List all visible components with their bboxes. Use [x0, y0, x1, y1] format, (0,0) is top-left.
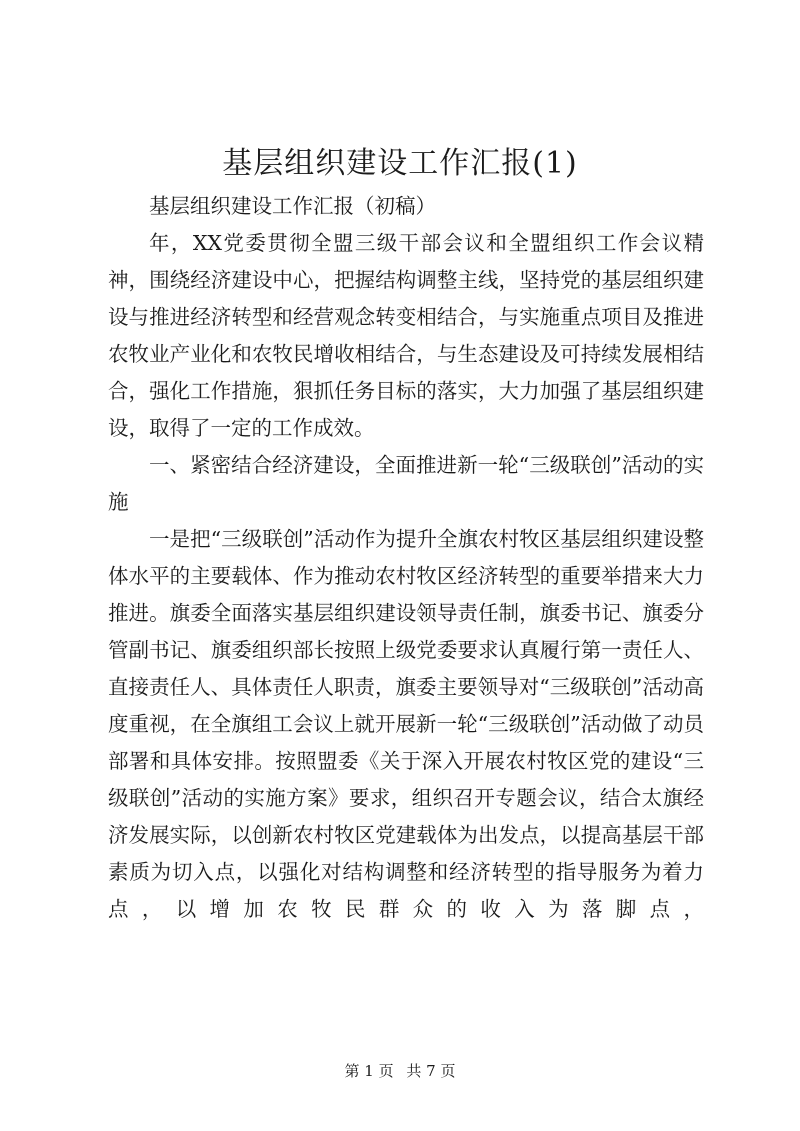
- page-number: 第 1 页: [344, 1062, 394, 1080]
- section-heading-paragraph: 一、紧密结合经济建设，全面推进新一轮“三级联创”活动的实施: [108, 453, 704, 514]
- document-body: [108, 188, 704, 928]
- body-paragraph: 一是把“三级联创”活动作为提升全旗农村牧区基层组织建设整体水平的主要载体、作为推动农村牧区经济转型的重要举措来大力推进。旗委全面落实基层组织建设领导责任制，旗委书记、旗委分管副书记、旗委组织部长按照上级党委要求认真履行第一责任人、直接责任人、具体责任人职责，旗委主要领导对“三级联创”活动高度重视，在全旗组工会议上就开展新一轮“三级联创”活动做了动员部署和具体安排。按照盟委《关于深入开展农村牧区党的建设“三级联创”活动的实施方案》要求，组织召开专题会议，结合太旗经济发展实际，以创新农村牧区党建载体为出发点，以提高基层干部素质为切入点，以强化对结构调整和经济转型的指导服务为着力点，以增加农牧民群众的收入为落脚点，: [108, 527, 704, 921]
- subtitle-paragraph: 基层组织建设工作汇报（初稿）: [149, 194, 436, 218]
- intro-paragraph: 年，XX党委贯彻全盟三级干部会议和全盟组织工作会议精神，围绕经济建设中心，把握结构调整主线，坚持党的基层组织建设与推进经济转型和经营观念转变相结合，与实施重点项目及推进农牧业产业化和农牧民增收相结合，与生态建设及可持续发展相结合，强化工作措施，狠抓任务目标的落实，大力加强了基层组织建设，取得了一定的工作成效。: [108, 231, 704, 440]
- page-total: 共 7 页: [406, 1062, 456, 1080]
- document-title: 基层组织建设工作汇报(1): [222, 146, 578, 181]
- page-footer: [0, 1060, 800, 1082]
